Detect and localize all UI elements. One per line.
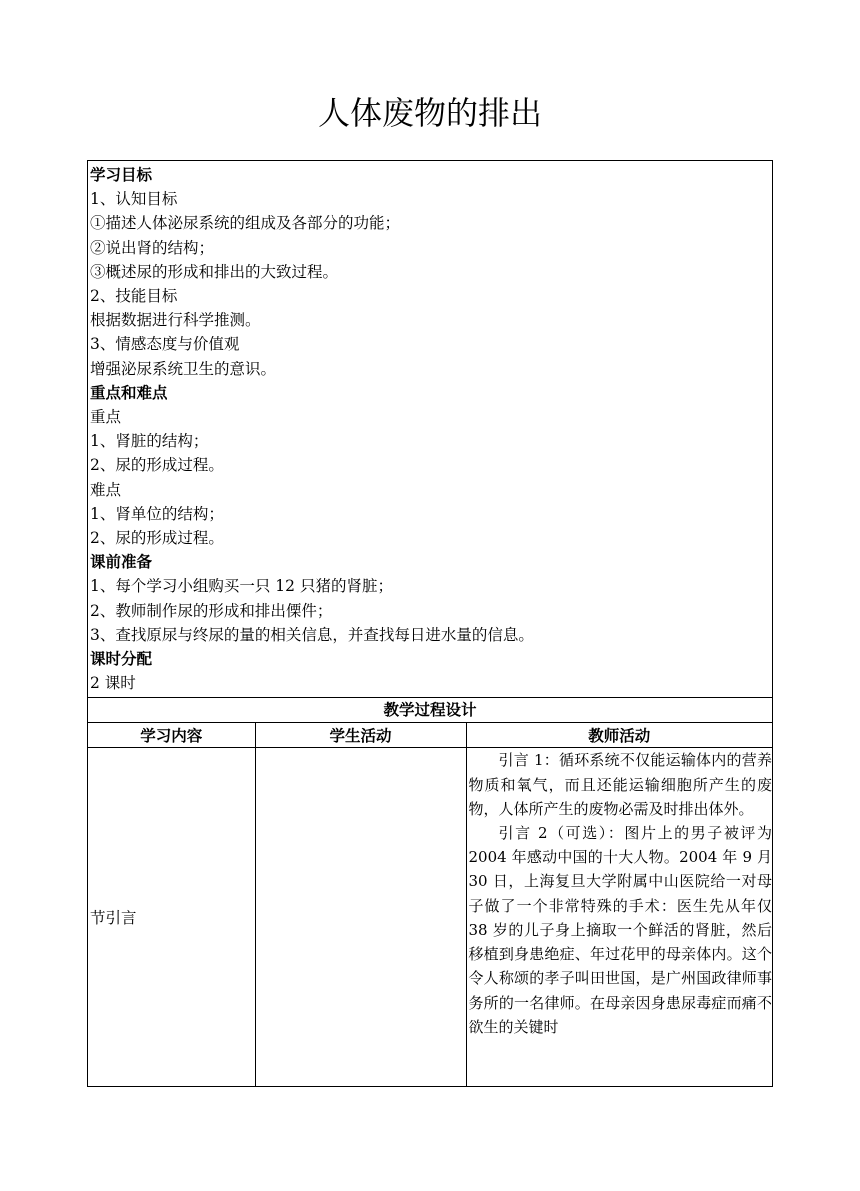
lesson-plan-table [87,160,773,1087]
difficult-item: 2、尿的形成过程。 [90,529,224,548]
prep-item: 3、查找原尿与终尿的量的相关信息，并查找每日进水量的信息。 [90,625,534,644]
column-header-student: 学生活动 [255,723,466,748]
difficult-item: 1、肾单位的结构； [90,504,224,523]
document-title: 人体废物的排出 [317,94,542,132]
column-header-teacher: 教师活动 [466,723,772,748]
skill-text: 根据数据进行科学推测。 [90,311,261,330]
teacher-paragraph: 引言 1：循环系统不仅能运输体内的营养物质和氧气，而且还能运输细胞所产生的废物，人体所产生的废物必需及时排出体外。 [468,751,772,818]
teacher-paragraph: 引言 2（可选）：图片上的男子被评为 2004 年感动中国的十大人物。2004 年 9 月 30 日，上海复旦大学附属中山医院给一对母子做了一个非常特殊的手术：医生先从年仅 38 岁的儿子身上摘取一个鲜活的肾脏，然后移植到身患绝症、年过花甲的母亲体内。这个令人称颂的孝子叫田世国，是广州国政律师事务所的一名律师。在母亲因身患尿毒症而痛不欲生的关键时 [468,824,772,1036]
skill-heading: 2、技能目标 [90,287,178,306]
key-item: 2、尿的形成过程。 [90,456,224,475]
time-heading: 课时分配 [90,650,153,669]
intro-section [88,161,772,697]
cognitive-heading: 1、认知目标 [90,190,178,209]
process-table [88,722,772,1086]
process-section-title: 教学过程设计 [88,697,772,722]
table-row [88,748,772,1087]
teacher-cell [466,748,772,1087]
time-text: 2 课时 [90,674,136,693]
process-header-row [88,723,772,748]
prep-item: 2、教师制作尿的形成和排出傈件； [90,601,333,620]
column-header-content: 学习内容 [88,723,255,748]
student-cell [255,748,466,1087]
objectives-heading: 学习目标 [90,166,153,184]
key-label: 重点 [90,408,122,427]
key-item: 1、肾脏的结构； [90,432,209,451]
emotion-heading: 3、情感态度与价值观 [90,335,240,354]
content-cell: 节引言 [88,748,255,1087]
cognitive-item: ①描述人体泌尿系统的组成及各部分的功能； [90,214,401,233]
key-heading: 重点和难点 [90,383,168,402]
prep-heading: 课前准备 [90,553,153,572]
prep-item: 1、每个学习小组购买一只 12 只猪的肾脏； [90,577,393,596]
emotion-text: 增强泌尿系统卫生的意识。 [90,359,277,378]
cognitive-item: ②说出肾的结构； [90,238,215,257]
difficult-label: 难点 [90,480,122,499]
cognitive-item: ③概述尿的形成和排出的大致过程。 [90,262,339,281]
